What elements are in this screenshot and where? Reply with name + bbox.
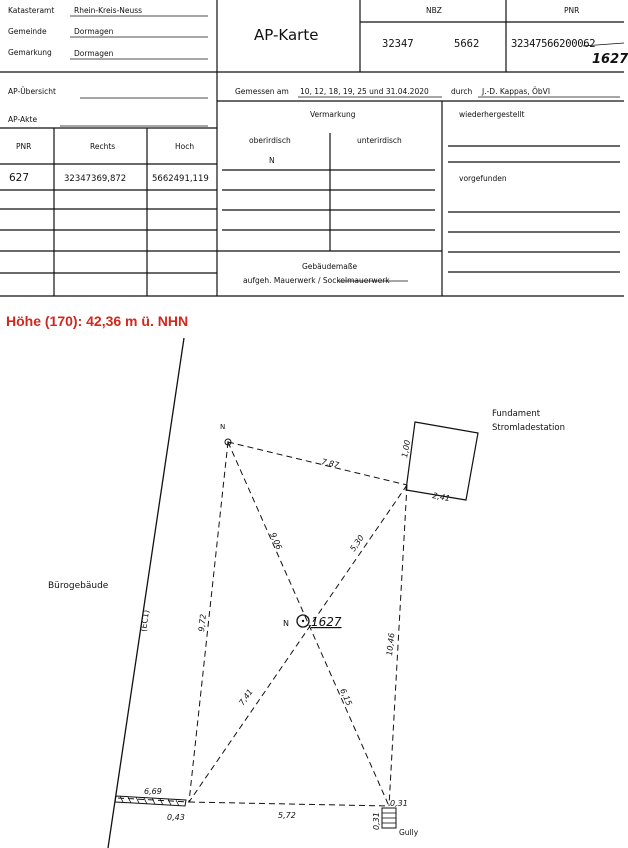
unterirdisch-label: unterirdisch xyxy=(357,136,402,145)
col-hoch-header: Hoch xyxy=(175,142,195,151)
gemarkung-label: Gemarkung xyxy=(8,48,52,57)
dist-572: 5,72 xyxy=(278,811,296,820)
dist-906: 9,06 xyxy=(268,531,284,552)
nbz-part1: 32347 xyxy=(382,38,414,50)
katasteramt-value: Rhein-Kreis-Neuss xyxy=(74,6,143,15)
gemessen-label: Gemessen am xyxy=(235,87,289,96)
pnr-value: 32347566200062 xyxy=(511,38,596,50)
dist-787: 7,87 xyxy=(320,457,340,470)
durch-label: durch xyxy=(451,87,473,96)
ap-uebersicht-label: AP-Übersicht xyxy=(8,87,56,96)
ec1-label: (EC1) xyxy=(139,609,152,633)
wall-hatch-left xyxy=(115,796,186,806)
dist-031a: 0,31 xyxy=(390,799,408,808)
dist-241: 2,41 xyxy=(431,491,451,504)
dist-615: 6,15 xyxy=(338,687,354,708)
col-pnr-header: PNR xyxy=(16,142,32,151)
katasteramt-label: Katasteramt xyxy=(8,6,55,15)
n-label-center: N xyxy=(283,619,289,628)
ap-karte-form xyxy=(0,0,628,298)
nbz-label: NBZ xyxy=(426,6,442,15)
wiederhergestellt-label: wiederhergestellt xyxy=(459,110,525,119)
gemeinde-value: Dormagen xyxy=(74,27,114,36)
measurement-lines xyxy=(118,442,407,806)
survey-sketch xyxy=(0,330,624,848)
hoehe-text: Höhe (170): 42,36 m ü. NHN xyxy=(6,313,189,329)
buerogebaeude-label: Bürogebäude xyxy=(48,581,109,591)
row-hoch: 5662491,119 xyxy=(152,174,209,184)
dist-530: 5,30 xyxy=(348,533,366,554)
vermarkung-label: Vermarkung xyxy=(310,110,356,119)
oberirdisch-label: oberirdisch xyxy=(249,136,291,145)
n-label-top: N xyxy=(220,423,226,431)
ap-akte-label: AP-Akte xyxy=(8,115,38,124)
stromladestation-label: Stromladestation xyxy=(492,423,565,433)
row-pnr: 627 xyxy=(9,172,30,184)
gebaeudemasse-label: Gebäudemaße xyxy=(302,262,358,271)
foundation-square xyxy=(406,422,478,500)
nbz-part2: 5662 xyxy=(454,38,480,50)
mauerwerk-label: aufgeh. Mauerwerk / Sockelmauerwerk xyxy=(243,276,390,285)
n-mark: N xyxy=(269,156,275,165)
dist-741: 7,41 xyxy=(237,687,255,708)
dist-031b: 0,31 xyxy=(372,812,381,830)
vorgefunden-label: vorgefunden xyxy=(459,174,507,183)
fundament-label: Fundament xyxy=(492,409,541,419)
gemarkung-value: Dormagen xyxy=(74,49,114,58)
gemeinde-label: Gemeinde xyxy=(8,27,47,36)
dist-972: 9,72 xyxy=(197,613,208,633)
row-rechts: 32347369,872 xyxy=(64,174,127,184)
gully-hatch xyxy=(382,808,396,828)
dist-669: 6,69 xyxy=(144,787,162,796)
dist-043: 0,43 xyxy=(167,813,185,822)
form-title: AP-Karte xyxy=(254,26,319,44)
durch-value: J.-D. Kappas, ÖbVI xyxy=(482,87,551,96)
gully-label: Gully xyxy=(399,828,419,837)
pnr-label: PNR xyxy=(564,6,580,15)
col-rechts-header: Rechts xyxy=(90,142,116,151)
pnr-handwritten: 1627 xyxy=(592,52,628,67)
dist-100: 1,00 xyxy=(400,439,413,459)
building-edge-line xyxy=(108,338,184,848)
gemessen-value: 10, 12, 18, 19, 25 und 31.04.2020 xyxy=(300,87,429,96)
dist-1046: 10,46 xyxy=(385,632,397,657)
point-1627-label: 1627 xyxy=(311,615,342,629)
